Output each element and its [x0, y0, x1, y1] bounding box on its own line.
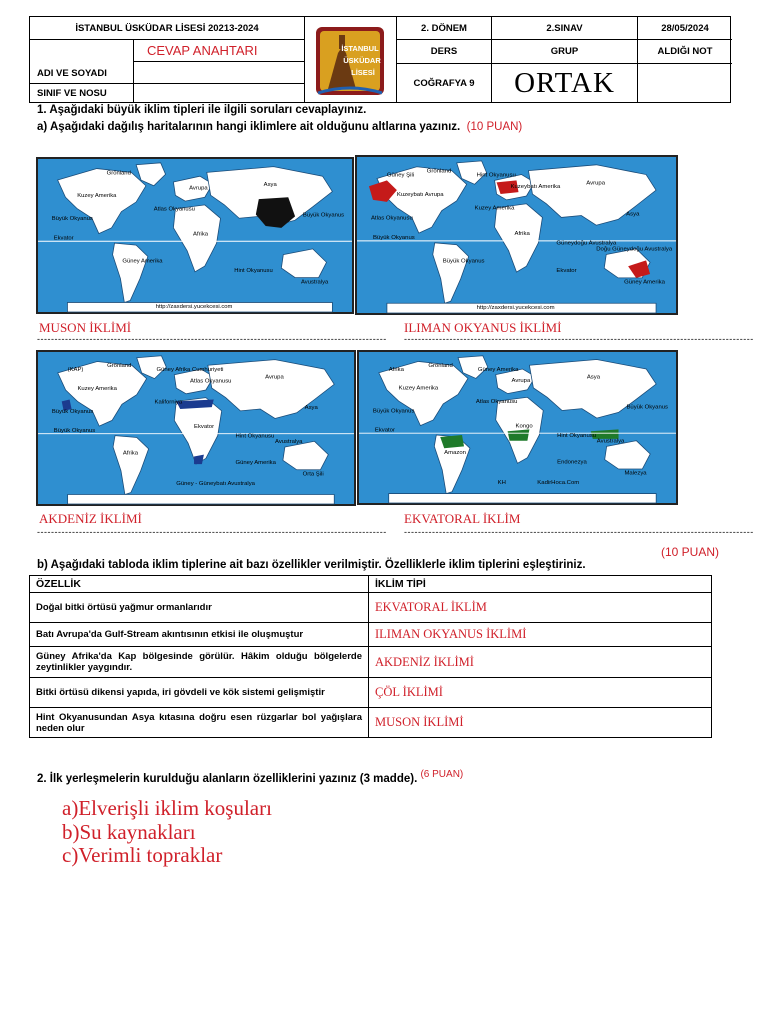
map-answer-2: ILIMAN OKYANUS İKLİMİ: [404, 320, 562, 335]
climate-region: [440, 435, 464, 448]
question-2-points: (6 PUAN): [420, 769, 464, 780]
map-label: Avustralya: [596, 438, 625, 445]
answer-line: ----------------------------------------------------------------------------------------------------: [37, 527, 387, 537]
map-label: Güney Afrika Cumhuriyeti: [156, 367, 224, 373]
question-1a-points: (10 PUAN): [466, 121, 523, 133]
map-answer-4: EKVATORAL İKLİM: [404, 511, 521, 526]
school-name: İSTANBUL ÜSKÜDAR LİSESİ 20213-2024: [75, 22, 259, 34]
map-label: Güney Amerika: [624, 279, 665, 286]
map-label: Büyük Okyanus: [626, 404, 669, 411]
table-row: [30, 593, 712, 623]
map-label: Asya: [304, 405, 318, 411]
world-map-equatorial: [357, 350, 678, 505]
svg-text:İSTANBUL: İSTANBUL: [341, 44, 379, 53]
map-label: Güney - Güneybatı Avustralya: [176, 481, 255, 487]
world-map-monsoon: [36, 157, 354, 314]
map-label: Avrupa: [189, 185, 208, 192]
term: 2. DÖNEM: [421, 22, 467, 34]
map-label: Büyük Okyanus: [442, 258, 485, 265]
map-label: Ekvator: [556, 268, 577, 275]
table-row: [30, 678, 712, 708]
map-label: Grönland: [107, 363, 132, 370]
map-label: Endonezya: [557, 459, 587, 466]
map-answer-1: MUSON İKLİMİ: [39, 320, 132, 335]
map-label: Kuzey Amerika: [77, 193, 117, 200]
world-map-mediterranean: [36, 350, 356, 506]
map-label: Güney Şili: [386, 172, 415, 179]
map-label: Kuzey Amerika: [398, 385, 439, 392]
table-row: [30, 708, 712, 738]
climate-region: [508, 429, 530, 440]
continent-shape: [113, 436, 149, 495]
map-label: Doğu Güneydoğu Avustralya: [596, 246, 673, 253]
exam-header: [29, 16, 731, 103]
map-label: Afrika: [122, 450, 139, 457]
climate-region: [256, 197, 295, 228]
map-label: Ekvator: [194, 424, 215, 430]
climate-answer: ÇÖL İKLİMİ: [369, 678, 712, 708]
map-label: KH: [497, 480, 506, 487]
question-2-text: 2. İlk yerleşmelerin kurulduğu alanların özelliklerini yazınız (3 madde). (6 PUAN): [37, 769, 464, 785]
map-answer-3: AKDENİZ İKLİMİ: [39, 511, 142, 526]
question-1b-points: (10 PUAN): [661, 545, 720, 559]
map-label: Kuzeybatı Avrupa: [396, 192, 444, 198]
answer-b: b)Su kaynakları: [62, 820, 196, 844]
map-label: Büyük Okyanus: [372, 408, 415, 415]
map-label: Kuzeybatı Amerika: [510, 184, 561, 191]
map-label: Atlas Okyanusu: [370, 215, 413, 222]
continent-shape: [389, 494, 656, 503]
feature-cell: Bitki örtüsü dikensi yapıda, iri gövdeli ve kök sistemi gelişmiştir: [30, 678, 369, 708]
question-1b-text: b) Aşağıdaki tabloda iklim tiplerine ait bazı özellikler verilmiştir. Özelliklerle iklim tiplerini eşleştiriniz.: [37, 559, 586, 571]
map-label: Güneydoğu Avustralya: [556, 240, 617, 247]
continent-shape: [58, 169, 146, 234]
map-label: Asya: [263, 181, 277, 188]
map-label: Büyük Okyanus: [302, 212, 345, 219]
feature-cell: Batı Avrupa'da Gulf-Stream akıntısının etkisi ile oluşmuştur: [30, 623, 369, 647]
map-label: Orta Şili: [302, 471, 324, 478]
map-label: Ekvator: [374, 427, 395, 434]
answer-c: c)Verimli topraklar: [62, 843, 223, 867]
map-label: Ekvator: [53, 235, 74, 242]
map-label: Avustralya: [275, 439, 303, 446]
feature-cell: Hint Okyanusundan Asya kıtasına doğru esen rüzgarlar bol yağışlara neden olur: [30, 708, 369, 738]
map-label: Asya: [586, 374, 601, 381]
grup-label: GRUP: [550, 46, 579, 57]
map-label: Kuzey Amerika: [474, 205, 515, 212]
ders-label: DERS: [430, 46, 458, 57]
map-label: Avrupa: [511, 378, 531, 385]
continent-shape: [495, 204, 543, 272]
map-label: Afrika: [193, 231, 209, 238]
exam-number: 2.SINAV: [546, 22, 583, 34]
continent-shape: [283, 441, 328, 470]
climate-answer: ILIMAN OKYANUS İKLİMİ: [369, 623, 712, 647]
continent-shape: [173, 205, 220, 272]
continent-shape: [281, 249, 326, 278]
climate-answer: EKVATORAL İKLİM: [369, 593, 712, 623]
map-label: Hint Okyanusu: [234, 267, 273, 274]
map-label: Grönland: [428, 363, 453, 370]
grup-value: ORTAK: [514, 67, 615, 99]
world-map-temperate-oceanic: [355, 155, 678, 315]
climate-answer: AKDENİZ İKLİMİ: [369, 647, 712, 678]
map-label: Kongo: [515, 423, 533, 430]
matching-table: [29, 575, 712, 738]
map-label: Atlas Okyanusu: [475, 399, 518, 405]
map-label: Güney Amerika: [122, 258, 163, 265]
map-label: Hint Okyanusu: [557, 433, 597, 439]
answer-line: ----------------------------------------------------------------------------------------------------: [404, 527, 754, 537]
not-label: ALDIĞI NOT: [657, 46, 713, 57]
svg-text:ÜSKÜDAR: ÜSKÜDAR: [343, 56, 381, 65]
class-label: SINIF VE NOSU: [37, 88, 107, 99]
map-label: Asya: [626, 211, 640, 218]
map-label: Amazon: [444, 450, 466, 456]
map-label: Avrupa: [586, 180, 606, 187]
map-label: Büyük Okyanus: [51, 408, 94, 415]
continent-shape: [113, 243, 148, 302]
map-label: Afrika: [514, 231, 530, 237]
question-1a-text: a) Aşağıdaki dağılış haritalarının hangi iklimlere ait olduğunu altlarına yazınız. (10 PUAN): [37, 121, 523, 133]
map-label: Avrupa: [265, 374, 284, 381]
table-row: [30, 623, 712, 647]
answer-line: ----------------------------------------------------------------------------------------------------: [37, 334, 387, 344]
map-label: Büyük Okyanus: [53, 427, 96, 434]
map-label: (KAP): [67, 367, 84, 373]
climate-answer: MUSON İKLİMİ: [369, 708, 712, 738]
map-label: Hint Okyanusu: [476, 172, 516, 179]
map-credit: http://zaxdersi.yucekcesi.com: [476, 305, 555, 312]
ders-value: COĞRAFYA 9: [413, 78, 475, 89]
table-header-climate: İKLİM TİPİ: [369, 576, 712, 593]
school-logo: [308, 23, 392, 99]
exam-date: 28/05/2024: [661, 22, 709, 34]
map-label: Hint Okyanusu: [235, 433, 275, 440]
answer-line: ----------------------------------------------------------------------------------------------------: [404, 334, 754, 344]
map-label: Afrika: [388, 366, 404, 373]
name-value: CEVAP ANAHTARI: [147, 43, 258, 58]
table-row: [30, 647, 712, 678]
answer-a: a)Elverişli iklim koşuları: [62, 796, 272, 820]
map-label: Güney Amerika: [235, 460, 276, 467]
svg-text:LİSESİ: LİSESİ: [351, 68, 375, 77]
map-label: Büyük Okyanus: [372, 234, 415, 241]
feature-cell: Doğal bitki örtüsü yağmur ormanlarıdır: [30, 593, 369, 623]
map-label: Grönland: [426, 168, 452, 175]
map-label: Kuzey Amerika: [77, 386, 117, 392]
map-label: Avustralya: [300, 279, 329, 286]
map-label: KadirHoca.Com: [537, 480, 580, 487]
map-label: Kaliforniya: [154, 399, 183, 406]
continent-shape: [68, 495, 335, 505]
table-header-feature: ÖZELLİK: [30, 576, 369, 593]
map-label: Grönland: [106, 170, 131, 177]
map-label: Atlas Okyanusu: [190, 378, 232, 385]
map-label: Güney Amerika: [477, 366, 519, 373]
feature-cell: Güney Afrika'da Kap bölgesinde görülür. Hâkim olduğu bölgelerde zeytinlikler yaygındır.: [30, 647, 369, 678]
name-label: ADI VE SOYADI: [37, 68, 107, 79]
map-credit: http://zaxdersi.yucekcesi.com: [155, 304, 233, 311]
continent-shape: [605, 441, 651, 469]
question-1-title: 1. Aşağıdaki büyük iklim tipleri ile ilgili soruları cevaplayınız.: [37, 104, 367, 116]
map-label: Büyük Okyanus: [51, 216, 93, 223]
map-label: Malezya: [624, 470, 647, 477]
continent-shape: [433, 243, 469, 303]
map-label: Atlas Okyanusu: [153, 206, 195, 213]
